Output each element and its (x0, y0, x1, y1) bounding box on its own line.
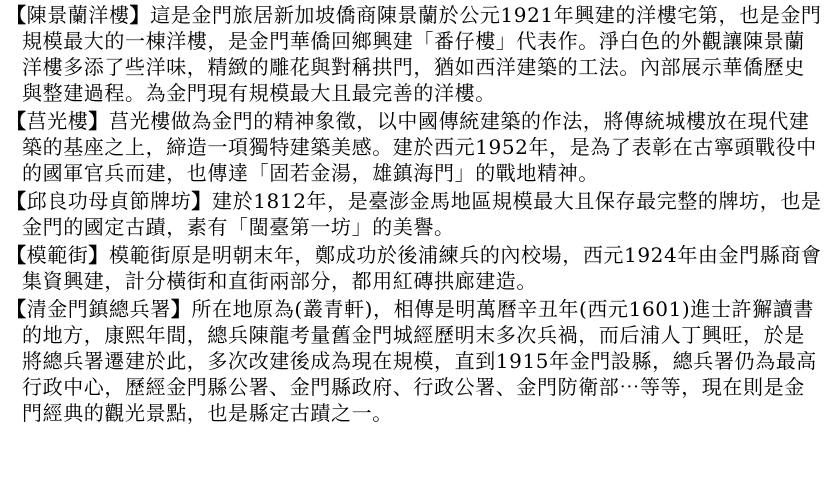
bracket-left: 【 (6, 243, 27, 267)
bracket-left: 【 (6, 109, 27, 133)
entry-juguang-tower (6, 108, 824, 186)
entry-text: 所在地原為(叢青軒)，相傳是明萬曆辛丑年(西元1601)進士許獬讀書的地方，康熙年間，總兵陳龍考量舊金門城經歷明末多次兵禍，而后浦人丁興旺，於是將總兵署遷建於此，多次改建後成為現在規模，直到1915年金門設縣，總兵署仍為最高行政中心，歷經金門縣公署、金門縣政府、行政公署、金門防衛部⋯等等，現在則是金門經典的觀光景點，也是縣定古蹟之一。 (22, 297, 817, 425)
bracket-right: 】 (191, 189, 213, 213)
entry-term-label: 模範街 (26, 243, 89, 267)
entry-term (6, 243, 109, 267)
bracket-right: 】 (88, 109, 110, 133)
entry-term (6, 189, 212, 213)
entry-text: 建於1812年，是臺澎金馬地區規模最大且保存最完整的牌坊，也是金門的國定古蹟，素有「閩臺第一坊」的美譽。 (22, 189, 822, 239)
entry-term (6, 109, 109, 133)
bracket-right: 】 (129, 3, 151, 27)
entry-model-street (6, 242, 824, 294)
entry-term-label: 陳景蘭洋樓 (26, 3, 130, 27)
bracket-right: 】 (170, 297, 192, 321)
bracket-left: 【 (6, 189, 27, 213)
entry-term (6, 3, 150, 27)
document-page (6, 2, 824, 496)
entry-qiu-lianggong-arch (6, 188, 824, 240)
entry-term (6, 297, 191, 321)
entry-term-label: 清金門鎮總兵署 (26, 297, 171, 321)
bracket-right: 】 (88, 243, 110, 267)
entry-text: 這是金門旅居新加坡僑商陳景蘭於公元1921年興建的洋樓宅第，也是金門規模最大的一棟洋樓，是金門華僑回鄉興建「番仔樓」代表作。淨白色的外觀讓陳景蘭洋樓多添了些洋味，精緻的雕花與對稱拱門，猶如西洋建築的工法。內部展示華僑歷史與整建過程。為金門現有規模最大且最完善的洋樓。 (22, 3, 822, 105)
entry-chen-jinglan-mansion (6, 2, 824, 106)
bracket-left: 【 (6, 297, 27, 321)
entry-term-label: 邱良功母貞節牌坊 (26, 189, 192, 213)
entry-term-label: 莒光樓 (26, 109, 89, 133)
entry-text: 莒光樓做為金門的精神象徵，以中國傳統建築的作法，將傳統城樓放在現代建築的基座之上，締造一項獨特建築美感。建於西元1952年，是為了表彰在古寧頭戰役中的國軍官兵而建，也傳達「固若金湯，雄鎮海門」的戰地精神。 (22, 109, 817, 185)
entry-text: 模範街原是明朝末年，鄭成功於後浦練兵的內校場，西元1924年由金門縣商會集資興建，計分橫街和直街兩部分，都用紅磚拱廊建造。 (22, 243, 822, 293)
entry-qing-garrison-hq (6, 296, 824, 426)
bracket-left: 【 (6, 3, 27, 27)
